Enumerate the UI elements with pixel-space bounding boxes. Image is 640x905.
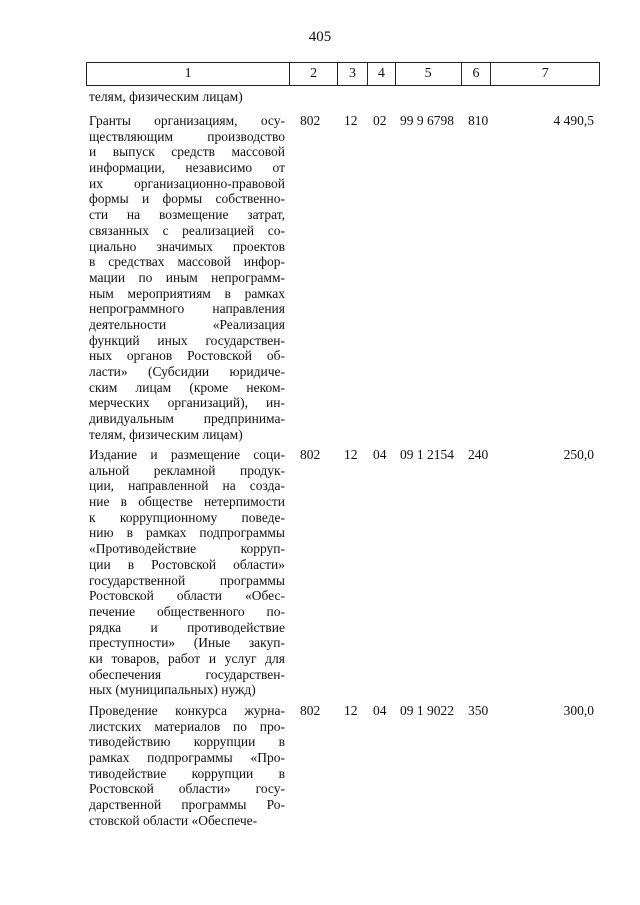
description-line: ных органов Ростовской об- bbox=[89, 348, 285, 364]
cell-c4: 04 bbox=[373, 447, 387, 462]
description-line: преступности» (Иные закуп- bbox=[89, 635, 285, 651]
description-line: тиводействию коррупции в bbox=[89, 734, 285, 750]
description-line: циально значимых проектов bbox=[89, 238, 285, 254]
cell-c5: 99 9 6798 bbox=[400, 113, 454, 128]
description-line: и выпуск средств массовой bbox=[89, 144, 285, 160]
description-line: Издание и размещение соци- bbox=[89, 447, 285, 462]
cell-c7: 4 490,5 bbox=[553, 113, 594, 128]
description-line: ции, направленной на созда- bbox=[89, 478, 285, 494]
cell-c6: 350 bbox=[468, 703, 489, 718]
description-line: непрограммного направления bbox=[89, 301, 285, 317]
description-line: деятельности «Реализация bbox=[89, 316, 285, 332]
cell-c6: 240 bbox=[468, 447, 489, 462]
description-line: ным мероприятиям в рамках bbox=[89, 285, 285, 301]
description-line: ции в Ростовской области» bbox=[89, 556, 285, 572]
description-line: сти на возмещение затрат, bbox=[89, 207, 285, 223]
cell-c5: 09 1 9022 bbox=[400, 703, 454, 718]
description-line: государственной программы bbox=[89, 572, 285, 588]
header-col-5: 5 bbox=[396, 63, 462, 85]
header-col-3: 3 bbox=[338, 63, 368, 85]
description-line: стовской области «Обеспече- bbox=[89, 812, 258, 828]
description-line: ние в обществе нетерпимости bbox=[89, 494, 285, 510]
description-line: ским лицам (кроме неком- bbox=[89, 379, 285, 395]
header-col-6: 6 bbox=[462, 63, 492, 85]
cell-c4: 02 bbox=[373, 113, 387, 128]
description-line: дарственной программы Ро- bbox=[89, 797, 285, 813]
description-line: ных (муниципальных) нужд) bbox=[89, 682, 256, 698]
header-col-2: 2 bbox=[290, 63, 338, 85]
description-line: ласти» (Субсидии юридиче- bbox=[89, 364, 285, 379]
description-line: нию в рамках подпрограммы bbox=[89, 525, 285, 541]
description-line: Ростовской области» госу- bbox=[89, 781, 285, 797]
description-line: Гранты организациям, осу- bbox=[89, 113, 285, 128]
description-line: ки товаров, работ и услуг для bbox=[89, 650, 285, 666]
cell-c2: 802 bbox=[300, 703, 321, 718]
description-line: рамках подпрограммы «Про- bbox=[89, 750, 285, 766]
continuation-text: телям, физическим лицам) bbox=[89, 89, 243, 104]
description-line: печение общественного по- bbox=[89, 603, 285, 619]
cell-c7: 300,0 bbox=[563, 703, 594, 718]
description-line: листских материалов по про- bbox=[89, 718, 285, 734]
description-line: формы и формы собственно- bbox=[89, 191, 285, 207]
description-line: к коррупционному поведе- bbox=[89, 509, 285, 525]
description-line: Ростовской области «Обес- bbox=[89, 588, 285, 604]
cell-c3: 12 bbox=[344, 113, 358, 128]
cell-c7: 250,0 bbox=[563, 447, 594, 462]
description-line: Проведение конкурса журна- bbox=[89, 703, 285, 718]
cell-c2: 802 bbox=[300, 447, 321, 462]
description-line: в средствах массовой инфор- bbox=[89, 254, 285, 270]
description-line: функций иных государствен- bbox=[89, 332, 285, 348]
description-line: их организационно-правовой bbox=[89, 175, 285, 191]
description-line: мации по иным непрограмм- bbox=[89, 269, 285, 285]
page-number: 405 bbox=[308, 29, 332, 45]
description-line: связанных с реализацией со- bbox=[89, 222, 285, 238]
table-header bbox=[86, 62, 600, 86]
description-line: тиводействие коррупции в bbox=[89, 765, 285, 781]
description-line: альной рекламной продук- bbox=[89, 462, 285, 478]
cell-c3: 12 bbox=[344, 447, 358, 462]
cell-c2: 802 bbox=[300, 113, 321, 128]
header-col-1: 1 bbox=[87, 63, 290, 85]
header-col-7: 7 bbox=[541, 66, 549, 81]
cell-c5: 09 1 2154 bbox=[400, 447, 454, 462]
description-line: рядка и противодействие bbox=[89, 619, 285, 635]
description-line: телям, физическим лицам) bbox=[89, 426, 243, 442]
description-line: дивидуальным предпринима- bbox=[89, 411, 285, 427]
row-description bbox=[89, 703, 285, 829]
description-line: мерческих организаций), ин- bbox=[89, 395, 285, 411]
description-line: ществляющим производство bbox=[89, 128, 285, 144]
cell-c6: 810 bbox=[468, 113, 489, 128]
description-line: «Противодействие корруп- bbox=[89, 541, 285, 557]
description-line: обеспечения государствен- bbox=[89, 666, 285, 682]
row-description bbox=[89, 447, 285, 698]
header-col-4: 4 bbox=[368, 63, 396, 85]
description-line: информации, независимо от bbox=[89, 160, 285, 176]
cell-c4: 04 bbox=[373, 703, 387, 718]
cell-c3: 12 bbox=[344, 703, 358, 718]
row-description bbox=[89, 113, 285, 442]
